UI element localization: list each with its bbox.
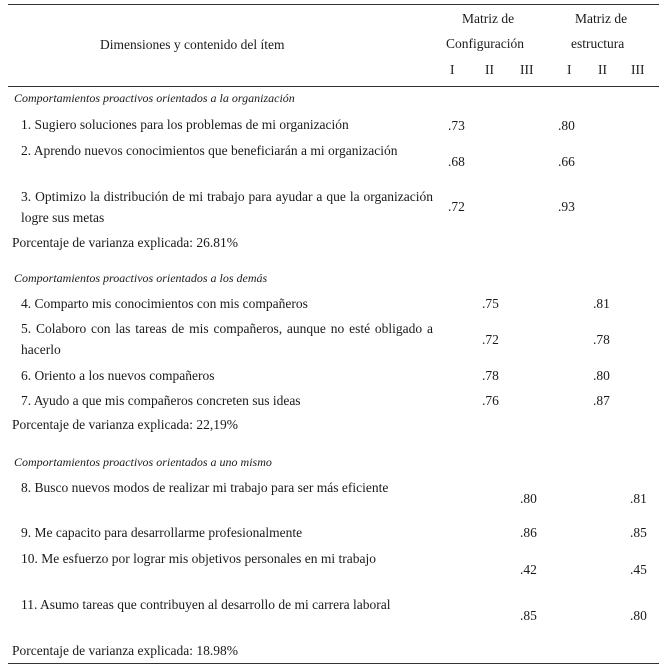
loading-config: .72 xyxy=(448,199,465,214)
section-title: Comportamientos proactivos orientados a la organización xyxy=(14,91,295,105)
loading-struct: .81 xyxy=(630,491,647,506)
item-text: 8. Busco nuevos modos de realizar mi trabajo para ser más eficiente xyxy=(21,480,389,495)
header-rule xyxy=(8,86,659,87)
loading-config: .68 xyxy=(448,154,465,169)
loading-config: .42 xyxy=(520,562,537,577)
variance-explained: Porcentaje de varianza explicada: 26.81% xyxy=(12,235,239,250)
loading-struct: .80 xyxy=(630,608,647,623)
loading-struct: .45 xyxy=(630,562,647,577)
factor-III-config: III xyxy=(520,62,534,77)
factor-I-struct: I xyxy=(567,62,572,77)
item-text: 4. Comparto mis conocimientos con mis compañeros xyxy=(21,296,308,311)
loading-struct: .81 xyxy=(593,296,610,311)
item-text: 5. Colaboro con las tareas de mis compañeros, aunque no esté obligado a hacerlo xyxy=(21,321,433,357)
loading-struct: .87 xyxy=(593,393,610,408)
loading-config: .80 xyxy=(520,491,537,506)
item-text: 6. Oriento a los nuevos compañeros xyxy=(21,368,215,383)
factor-III-struct: III xyxy=(631,62,645,77)
matrix-struct-header-line1: Matriz de xyxy=(575,11,628,26)
factor-II-config: II xyxy=(485,62,494,77)
matrix-config-header-line1: Matriz de xyxy=(462,11,515,26)
loading-config: .78 xyxy=(482,368,499,383)
factor-I-config: I xyxy=(450,62,455,77)
loading-config: .76 xyxy=(482,393,499,408)
item-text: 9. Me capacito para desarrollarme profesionalmente xyxy=(21,525,303,540)
matrix-struct-header-line2: estructura xyxy=(571,36,625,51)
loading-struct: .93 xyxy=(558,199,575,214)
item-text: 3. Optimizo la distribución de mi trabajo para ayudar a que la organización logre sus metas xyxy=(21,189,433,225)
loading-struct: .80 xyxy=(593,368,610,383)
loading-struct: .78 xyxy=(593,332,610,347)
item-text: 1. Sugiero soluciones para los problemas de mi organización xyxy=(21,117,349,132)
item-text: 7. Ayudo a que mis compañeros concreten sus ideas xyxy=(21,393,301,408)
dimension-column-header: Dimensiones y contenido del ítem xyxy=(100,37,285,52)
loading-struct: .80 xyxy=(558,118,575,133)
loading-config: .86 xyxy=(520,525,537,540)
loading-struct: .85 xyxy=(630,525,647,540)
section-title: Comportamientos proactivos orientados a los demás xyxy=(14,271,268,285)
loading-config: .85 xyxy=(520,608,537,623)
matrix-config-header-line2: Configuración xyxy=(446,36,524,51)
item-text: 11. Asumo tareas que contribuyen al desarrollo de mi carrera laboral xyxy=(21,597,391,612)
loading-config: .72 xyxy=(482,332,499,347)
loading-struct: .66 xyxy=(558,154,575,169)
loading-config: .73 xyxy=(448,118,465,133)
item-text: 2. Aprendo nuevos conocimientos que beneficiarán a mi organización xyxy=(21,143,398,158)
top-rule xyxy=(8,4,659,5)
factor-II-struct: II xyxy=(598,62,607,77)
variance-explained: Porcentaje de varianza explicada: 22,19% xyxy=(12,417,239,432)
bottom-rule xyxy=(8,663,659,664)
loading-config: .75 xyxy=(482,296,499,311)
variance-explained: Porcentaje de varianza explicada: 18.98% xyxy=(12,643,239,658)
item-text: 10. Me esfuerzo por lograr mis objetivos personales en mi trabajo xyxy=(21,551,377,566)
section-title: Comportamientos proactivos orientados a uno mismo xyxy=(14,455,272,469)
